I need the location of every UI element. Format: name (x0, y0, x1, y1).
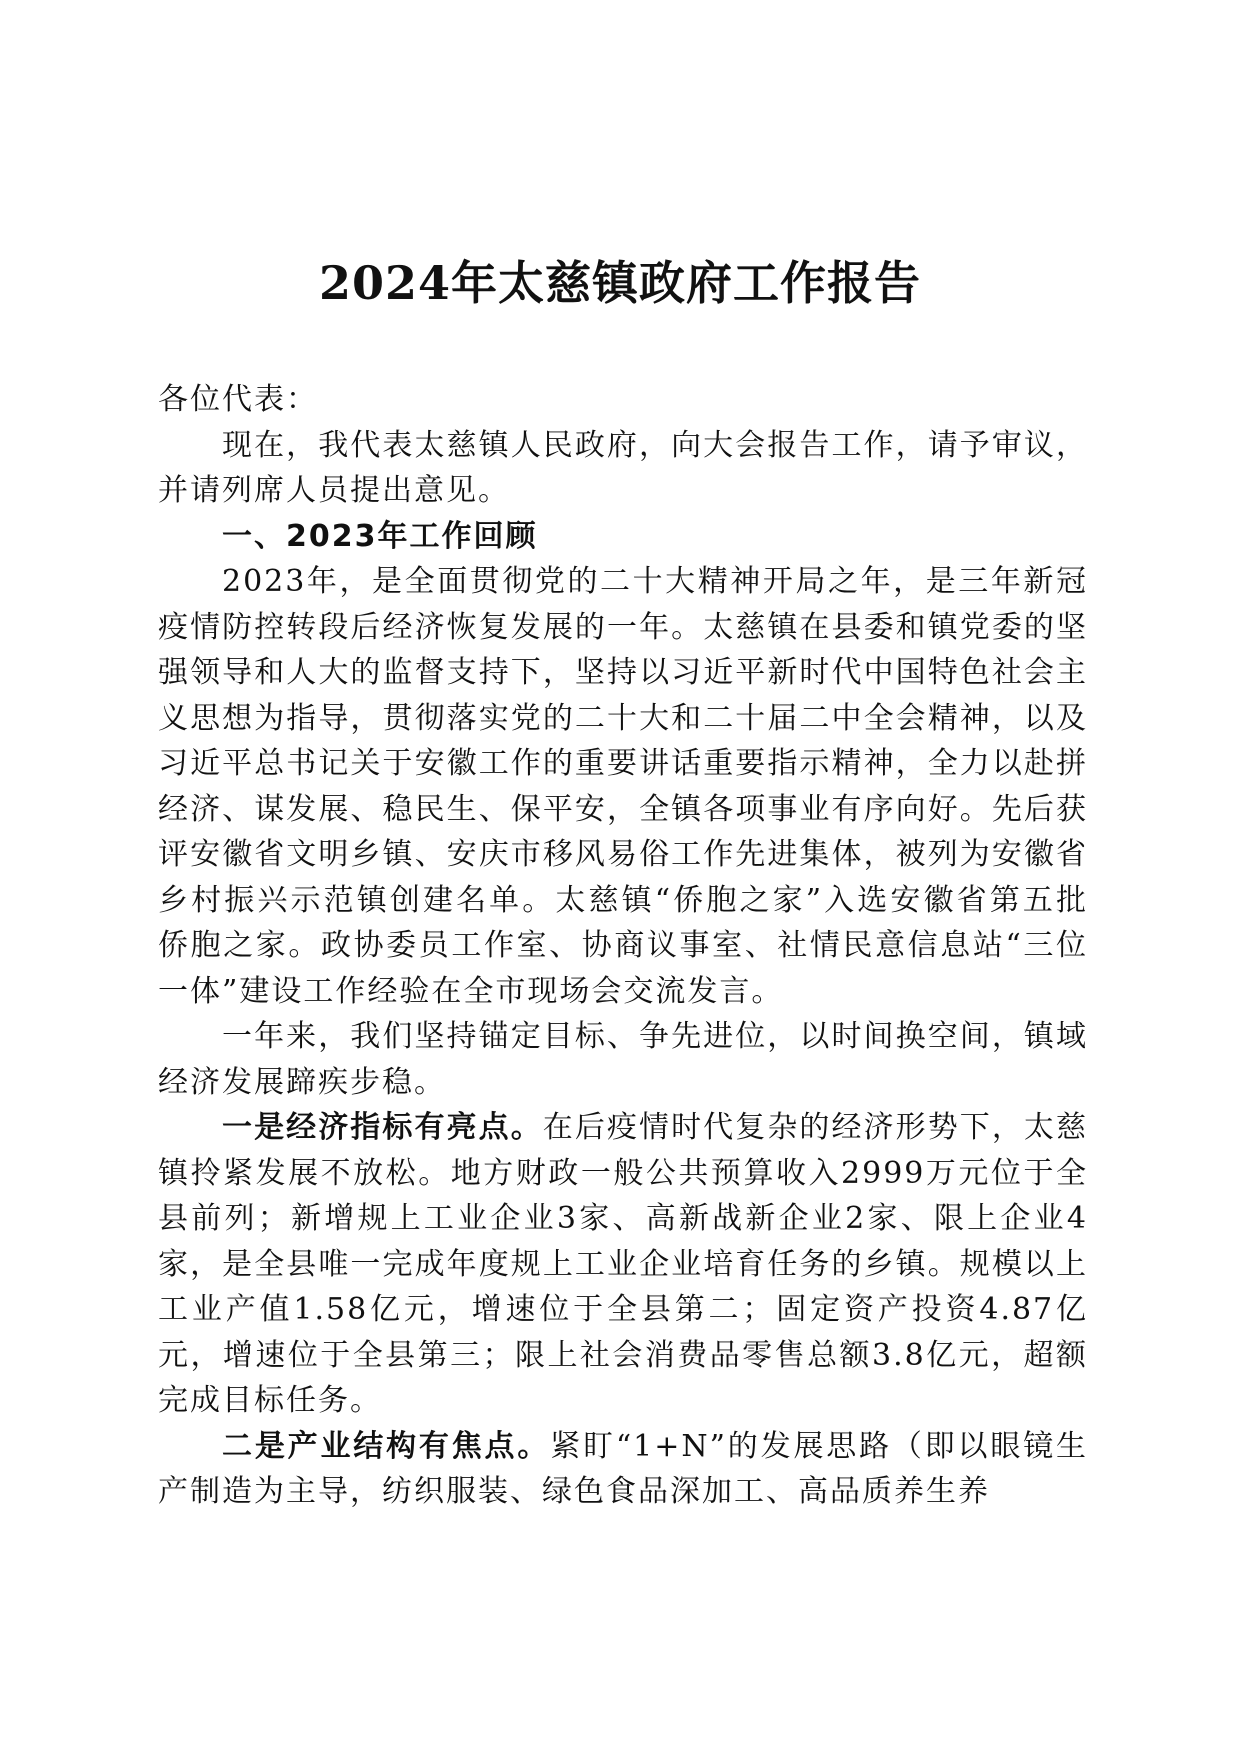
industry-structure-lead: 二是产业结构有焦点。 (222, 1428, 551, 1464)
industry-structure-text: 紧盯“1+N”的发展思路（即以眼镜生产制造为主导，纺织服装、绿色食品深加工、高品质养生养 (158, 1428, 1089, 1509)
economic-indicators-lead: 一是经济指标有亮点。 (222, 1110, 543, 1145)
report-body (158, 377, 1088, 1515)
page-title: 2024年太慈镇政府工作报告 (318, 256, 922, 310)
intro-paragraph: 现在，我代表太慈镇人民政府，向大会报告工作，请予审议，并请列席人员提出意见。 (158, 427, 1088, 508)
economic-indicators-text: 在后疫情时代复杂的经济形势下，太慈镇拎紧发展不放松。地方财政一般公共预算收入2999万元位于全县前列；新增规上工业企业3家、高新战新企业2家、限上企业4家，是全县唯一完成年度规上工业企业培育任务的乡镇。规模以上工业产值1.58亿元，增速位于全县第二；固定资产投资4.87亿元，增速位于全县第三；限上社会消费品零售总额3.8亿元，超额完成目标任务。 (158, 1110, 1089, 1418)
salutation: 各位代表： (158, 382, 318, 417)
year-summary-paragraph: 一年来，我们坚持锚定目标、争先进位，以时间换空间，镇域经济发展蹄疾步稳。 (158, 1019, 1088, 1100)
section-heading: 一、2023年工作回顾 (222, 518, 538, 554)
industry-structure-paragraph (158, 1424, 1088, 1515)
economic-indicators-paragraph (158, 1105, 1088, 1424)
review-paragraph: 2023年，是全面贯彻党的二十大精神开局之年，是三年新冠疫情防控转段后经济恢复发展的一年。太慈镇在县委和镇党委的坚强领导和人大的监督支持下，坚持以习近平新时代中国特色社会主义思想为指导，贯彻落实党的二十大和二十届二中全会精神，以及习近平总书记关于安徽工作的重要讲话重要指示精神，全力以赴拼经济、谋发展、稳民生、保平安，全镇各项事业有序向好。先后获评安徽省文明乡镇、安庆市移风易俗工作先进集体，被列为安徽省乡村振兴示范镇创建名单。太慈镇“侨胞之家”入选安徽省第五批侨胞之家。政协委员工作室、协商议事室、社情民意信息站“三位一体”建设工作经验在全市现场会交流发言。 (158, 564, 1088, 1009)
